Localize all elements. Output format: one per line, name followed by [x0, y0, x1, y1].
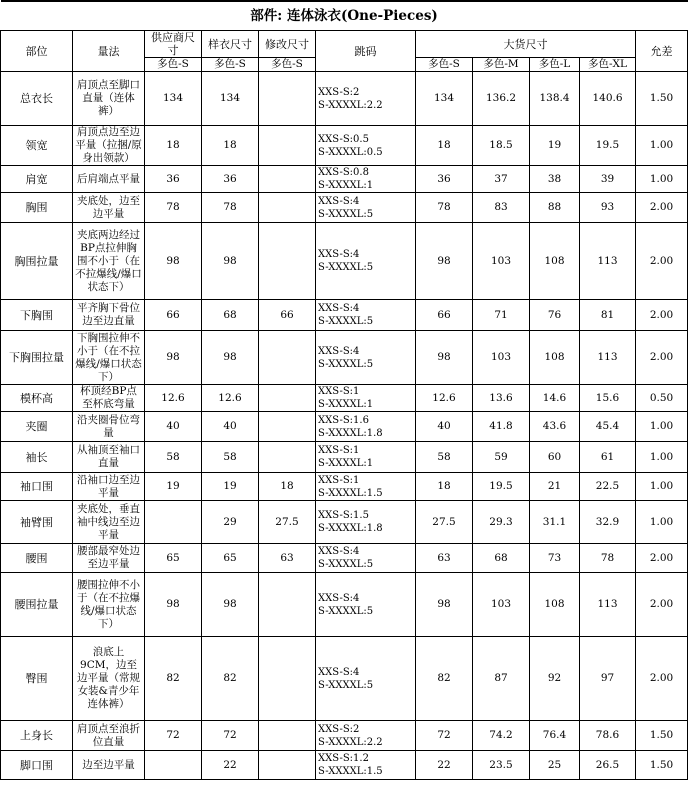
grading-line: S-XXXXL:5 — [318, 315, 414, 328]
method-cell: 夹底处，边至边平量 — [73, 193, 145, 223]
method-cell: 夹底处，垂直袖中线边至边平量 — [73, 501, 145, 544]
tolerance-cell: 2.00 — [636, 223, 688, 300]
supplier-size-cell: 18 — [145, 126, 202, 166]
tolerance-cell: 1.00 — [636, 442, 688, 473]
bulk-size-xl-cell: 22.5 — [580, 473, 636, 501]
method-cell: 肩顶点至浪折位直量 — [73, 721, 145, 751]
method-cell: 从袖顶至袖口直量 — [73, 442, 145, 473]
bulk-size-xl-cell: 113 — [580, 223, 636, 300]
modified-size-cell — [259, 72, 316, 126]
subheader-supplier: 多色-S — [145, 58, 202, 72]
modified-size-cell: 63 — [259, 544, 316, 573]
supplier-size-cell — [145, 751, 202, 780]
bulk-size-s-cell: 36 — [416, 166, 473, 193]
grading-cell — [316, 544, 416, 573]
method-cell: 杯顶经BP点至杯底弯量 — [73, 385, 145, 412]
bulk-size-xl-cell: 93 — [580, 193, 636, 223]
grading-line: XXS-S:1.6 — [318, 414, 414, 427]
table-row — [1, 637, 688, 721]
tolerance-cell: 1.50 — [636, 751, 688, 780]
table-row — [1, 721, 688, 751]
sample-size-cell: 22 — [202, 751, 259, 780]
bulk-size-m-cell: 37 — [473, 166, 530, 193]
part-cell: 腰围拉量 — [1, 573, 73, 637]
modified-size-cell — [259, 223, 316, 300]
supplier-size-cell: 40 — [145, 412, 202, 442]
modified-size-cell — [259, 126, 316, 166]
table-row — [1, 442, 688, 473]
grading-cell — [316, 473, 416, 501]
bulk-size-s-cell: 66 — [416, 300, 473, 331]
table-row — [1, 473, 688, 501]
bulk-size-s-cell: 98 — [416, 573, 473, 637]
bulk-size-s-cell: 98 — [416, 331, 473, 385]
bulk-size-xl-cell: 39 — [580, 166, 636, 193]
part-cell: 上身长 — [1, 721, 73, 751]
tolerance-cell: 1.00 — [636, 501, 688, 544]
bulk-size-l-cell: 108 — [530, 573, 580, 637]
bulk-size-xl-cell: 19.5 — [580, 126, 636, 166]
modified-size-cell — [259, 442, 316, 473]
header-method: 量法 — [73, 31, 145, 72]
sample-size-cell: 58 — [202, 442, 259, 473]
grading-line: S-XXXXL:1.8 — [318, 522, 414, 535]
grading-line: S-XXXXL:2.2 — [318, 99, 414, 112]
grading-line: S-XXXXL:1 — [318, 179, 414, 192]
bulk-size-l-cell: 76 — [530, 300, 580, 331]
grading-line: S-XXXXL:1 — [318, 398, 414, 411]
method-cell: 下胸围拉伸不小于（在不拉爆线/爆口状态下） — [73, 331, 145, 385]
table-row — [1, 751, 688, 780]
header-jump: 跳码 — [316, 31, 416, 72]
grading-line: S-XXXXL:5 — [318, 558, 414, 571]
header-sample: 样衣尺寸 — [202, 31, 259, 58]
bulk-size-l-cell: 92 — [530, 637, 580, 721]
table-row — [1, 331, 688, 385]
bulk-size-l-cell: 60 — [530, 442, 580, 473]
sample-size-cell: 65 — [202, 544, 259, 573]
bulk-size-m-cell: 23.5 — [473, 751, 530, 780]
part-cell: 总衣长 — [1, 72, 73, 126]
header-bulk: 大货尺寸 — [416, 31, 636, 58]
header-modified: 修改尺寸 — [259, 31, 316, 58]
grading-cell — [316, 721, 416, 751]
part-cell: 袖长 — [1, 442, 73, 473]
sample-size-cell: 134 — [202, 72, 259, 126]
grading-line: S-XXXXL:1.8 — [318, 427, 414, 440]
bulk-size-l-cell: 108 — [530, 223, 580, 300]
tolerance-cell: 1.50 — [636, 72, 688, 126]
header-tolerance: 允差 — [636, 31, 688, 72]
sample-size-cell: 29 — [202, 501, 259, 544]
bulk-size-l-cell: 73 — [530, 544, 580, 573]
modified-size-cell — [259, 412, 316, 442]
bulk-size-l-cell: 88 — [530, 193, 580, 223]
bulk-size-xl-cell: 81 — [580, 300, 636, 331]
grading-line: S-XXXXL:2.2 — [318, 736, 414, 749]
bulk-size-xl-cell: 15.6 — [580, 385, 636, 412]
bulk-size-l-cell: 21 — [530, 473, 580, 501]
sample-size-cell: 78 — [202, 193, 259, 223]
grading-line: S-XXXXL:1.5 — [318, 765, 414, 778]
sample-size-cell: 18 — [202, 126, 259, 166]
bulk-size-s-cell: 18 — [416, 473, 473, 501]
table-row — [1, 412, 688, 442]
sample-size-cell: 98 — [202, 573, 259, 637]
tolerance-cell: 1.00 — [636, 126, 688, 166]
grading-line: S-XXXXL:1 — [318, 457, 414, 470]
modified-size-cell — [259, 637, 316, 721]
bulk-size-l-cell: 138.4 — [530, 72, 580, 126]
bulk-size-xl-cell: 140.6 — [580, 72, 636, 126]
bulk-size-l-cell: 19 — [530, 126, 580, 166]
grading-line: S-XXXXL:1.5 — [318, 487, 414, 500]
grading-line: XXS-S:1 — [318, 444, 414, 457]
grading-cell — [316, 126, 416, 166]
grading-line: S-XXXXL:5 — [318, 261, 414, 274]
supplier-size-cell: 65 — [145, 544, 202, 573]
bulk-size-m-cell: 103 — [473, 223, 530, 300]
sample-size-cell: 72 — [202, 721, 259, 751]
bulk-size-s-cell: 82 — [416, 637, 473, 721]
bulk-size-xl-cell: 113 — [580, 573, 636, 637]
supplier-size-cell: 36 — [145, 166, 202, 193]
bulk-size-m-cell: 83 — [473, 193, 530, 223]
grading-line: XXS-S:4 — [318, 545, 414, 558]
bulk-size-m-cell: 59 — [473, 442, 530, 473]
sample-size-cell: 40 — [202, 412, 259, 442]
grading-line: XXS-S:4 — [318, 666, 414, 679]
bulk-size-m-cell: 29.3 — [473, 501, 530, 544]
subheader-bulk-xl: 多色-XL — [580, 58, 636, 72]
table-row — [1, 385, 688, 412]
modified-size-cell — [259, 751, 316, 780]
grading-line: S-XXXXL:0.5 — [318, 146, 414, 159]
table-row — [1, 573, 688, 637]
part-cell: 胸围 — [1, 193, 73, 223]
table-row — [1, 223, 688, 300]
part-cell: 肩宽 — [1, 166, 73, 193]
sample-size-cell: 12.6 — [202, 385, 259, 412]
method-cell: 腰围拉伸不小于（在不拉爆线/爆口状态下） — [73, 573, 145, 637]
bulk-size-m-cell: 71 — [473, 300, 530, 331]
modified-size-cell: 27.5 — [259, 501, 316, 544]
grading-line: XXS-S:0.8 — [318, 166, 414, 179]
grading-line: S-XXXXL:5 — [318, 605, 414, 618]
grading-line: XXS-S:1.2 — [318, 752, 414, 765]
grading-line: XXS-S:1 — [318, 385, 414, 398]
modified-size-cell: 18 — [259, 473, 316, 501]
part-cell: 腰围 — [1, 544, 73, 573]
part-cell: 夹圈 — [1, 412, 73, 442]
supplier-size-cell — [145, 501, 202, 544]
method-cell: 夹底两边经过BP点拉伸胸围不小于（在不拉爆线/爆口状态下） — [73, 223, 145, 300]
bulk-size-s-cell: 78 — [416, 193, 473, 223]
method-cell: 腰部最窄处边至边平量 — [73, 544, 145, 573]
table-row — [1, 126, 688, 166]
bulk-size-s-cell: 18 — [416, 126, 473, 166]
header-row-1 — [1, 31, 688, 58]
part-cell: 脚口围 — [1, 751, 73, 780]
modified-size-cell — [259, 166, 316, 193]
method-cell: 沿夹圈骨位弯量 — [73, 412, 145, 442]
bulk-size-l-cell: 31.1 — [530, 501, 580, 544]
grading-cell — [316, 72, 416, 126]
supplier-size-cell: 82 — [145, 637, 202, 721]
method-cell: 肩顶点边至边平量（拉捆/原身出领款） — [73, 126, 145, 166]
tolerance-cell: 0.50 — [636, 385, 688, 412]
modified-size-cell — [259, 385, 316, 412]
method-cell: 平齐胸下骨位边至边直量 — [73, 300, 145, 331]
bulk-size-m-cell: 41.8 — [473, 412, 530, 442]
bulk-size-l-cell: 43.6 — [530, 412, 580, 442]
supplier-size-cell: 78 — [145, 193, 202, 223]
grading-line: XXS-S:0.5 — [318, 133, 414, 146]
grading-line: XXS-S:1.5 — [318, 509, 414, 522]
modified-size-cell — [259, 573, 316, 637]
table-row — [1, 166, 688, 193]
grading-cell — [316, 166, 416, 193]
supplier-size-cell: 134 — [145, 72, 202, 126]
grading-line: XXS-S:4 — [318, 302, 414, 315]
bulk-size-l-cell: 38 — [530, 166, 580, 193]
bulk-size-s-cell: 12.6 — [416, 385, 473, 412]
grading-cell — [316, 637, 416, 721]
method-cell: 后肩端点平量 — [73, 166, 145, 193]
bulk-size-m-cell: 13.6 — [473, 385, 530, 412]
bulk-size-s-cell: 134 — [416, 72, 473, 126]
table-row — [1, 193, 688, 223]
bulk-size-xl-cell: 78.6 — [580, 721, 636, 751]
grading-cell — [316, 331, 416, 385]
grading-cell — [316, 300, 416, 331]
grading-line: XXS-S:4 — [318, 592, 414, 605]
sheet-title: 部件: 连体泳衣(One-Pieces) — [1, 1, 688, 31]
subheader-bulk-l: 多色-L — [530, 58, 580, 72]
table-row-empty — [1, 780, 688, 798]
supplier-size-cell: 58 — [145, 442, 202, 473]
bulk-size-l-cell: 76.4 — [530, 721, 580, 751]
grading-line: XXS-S:4 — [318, 248, 414, 261]
bulk-size-m-cell: 87 — [473, 637, 530, 721]
method-cell: 沿袖口边至边平量 — [73, 473, 145, 501]
part-cell: 臀围 — [1, 637, 73, 721]
subheader-bulk-s: 多色-S — [416, 58, 473, 72]
grading-cell — [316, 442, 416, 473]
sample-size-cell: 98 — [202, 223, 259, 300]
grading-cell — [316, 385, 416, 412]
modified-size-cell: 66 — [259, 300, 316, 331]
bulk-size-xl-cell: 32.9 — [580, 501, 636, 544]
tolerance-cell: 1.00 — [636, 473, 688, 501]
tolerance-cell: 1.00 — [636, 166, 688, 193]
bulk-size-s-cell: 72 — [416, 721, 473, 751]
table-row — [1, 300, 688, 331]
grading-line: XXS-S:4 — [318, 345, 414, 358]
part-cell: 领宽 — [1, 126, 73, 166]
bulk-size-xl-cell: 97 — [580, 637, 636, 721]
subheader-bulk-m: 多色-M — [473, 58, 530, 72]
bulk-size-xl-cell: 113 — [580, 331, 636, 385]
supplier-size-cell: 98 — [145, 573, 202, 637]
sample-size-cell: 82 — [202, 637, 259, 721]
grading-cell — [316, 751, 416, 780]
bulk-size-m-cell: 136.2 — [473, 72, 530, 126]
modified-size-cell — [259, 721, 316, 751]
supplier-size-cell: 72 — [145, 721, 202, 751]
grading-line: XXS-S:2 — [318, 86, 414, 99]
part-cell: 下胸围 — [1, 300, 73, 331]
table-row — [1, 501, 688, 544]
method-cell: 浪底上9CM，边至边平量（常规女装&青少年连体裤） — [73, 637, 145, 721]
bulk-size-xl-cell: 61 — [580, 442, 636, 473]
tolerance-cell: 2.00 — [636, 544, 688, 573]
method-cell: 肩顶点至脚口直量（连体裤） — [73, 72, 145, 126]
grading-cell — [316, 193, 416, 223]
header-part: 部位 — [1, 31, 73, 72]
title-row — [1, 1, 688, 31]
supplier-size-cell: 66 — [145, 300, 202, 331]
sample-size-cell: 98 — [202, 331, 259, 385]
part-cell: 胸围拉量 — [1, 223, 73, 300]
subheader-modified: 多色-S — [259, 58, 316, 72]
tolerance-cell: 1.50 — [636, 721, 688, 751]
tolerance-cell: 2.00 — [636, 637, 688, 721]
empty-cell — [1, 780, 688, 798]
modified-size-cell — [259, 331, 316, 385]
part-cell: 袖臂围 — [1, 501, 73, 544]
bulk-size-m-cell: 103 — [473, 573, 530, 637]
bulk-size-xl-cell: 26.5 — [580, 751, 636, 780]
grading-line: S-XXXXL:5 — [318, 358, 414, 371]
bulk-size-l-cell: 14.6 — [530, 385, 580, 412]
bulk-size-s-cell: 40 — [416, 412, 473, 442]
grading-line: S-XXXXL:5 — [318, 679, 414, 692]
bulk-size-m-cell: 103 — [473, 331, 530, 385]
grading-cell — [316, 501, 416, 544]
tolerance-cell: 2.00 — [636, 331, 688, 385]
supplier-size-cell: 12.6 — [145, 385, 202, 412]
supplier-size-cell: 98 — [145, 331, 202, 385]
bulk-size-s-cell: 98 — [416, 223, 473, 300]
subheader-sample: 多色-S — [202, 58, 259, 72]
table-row — [1, 72, 688, 126]
part-cell: 下胸围拉量 — [1, 331, 73, 385]
part-cell: 袖口围 — [1, 473, 73, 501]
tolerance-cell: 2.00 — [636, 300, 688, 331]
grading-line: XXS-S:4 — [318, 195, 414, 208]
tolerance-cell: 2.00 — [636, 193, 688, 223]
part-cell: 模杯高 — [1, 385, 73, 412]
grading-cell — [316, 573, 416, 637]
sample-size-cell: 68 — [202, 300, 259, 331]
sample-size-cell: 36 — [202, 166, 259, 193]
bulk-size-s-cell: 58 — [416, 442, 473, 473]
bulk-size-s-cell: 27.5 — [416, 501, 473, 544]
tolerance-cell: 1.00 — [636, 412, 688, 442]
header-supplier: 供应商尺寸 — [145, 31, 202, 58]
bulk-size-m-cell: 74.2 — [473, 721, 530, 751]
table-row — [1, 544, 688, 573]
bulk-size-m-cell: 18.5 — [473, 126, 530, 166]
grading-line: XXS-S:1 — [318, 474, 414, 487]
bulk-size-m-cell: 19.5 — [473, 473, 530, 501]
bulk-size-s-cell: 22 — [416, 751, 473, 780]
bulk-size-s-cell: 63 — [416, 544, 473, 573]
grading-line: XXS-S:2 — [318, 723, 414, 736]
bulk-size-xl-cell: 78 — [580, 544, 636, 573]
supplier-size-cell: 98 — [145, 223, 202, 300]
bulk-size-m-cell: 68 — [473, 544, 530, 573]
bulk-size-xl-cell: 45.4 — [580, 412, 636, 442]
grading-line: S-XXXXL:5 — [318, 208, 414, 221]
sample-size-cell: 19 — [202, 473, 259, 501]
grading-cell — [316, 412, 416, 442]
bulk-size-l-cell: 108 — [530, 331, 580, 385]
grading-cell — [316, 223, 416, 300]
tolerance-cell: 2.00 — [636, 573, 688, 637]
modified-size-cell — [259, 193, 316, 223]
method-cell: 边至边平量 — [73, 751, 145, 780]
supplier-size-cell: 19 — [145, 473, 202, 501]
bulk-size-l-cell: 25 — [530, 751, 580, 780]
